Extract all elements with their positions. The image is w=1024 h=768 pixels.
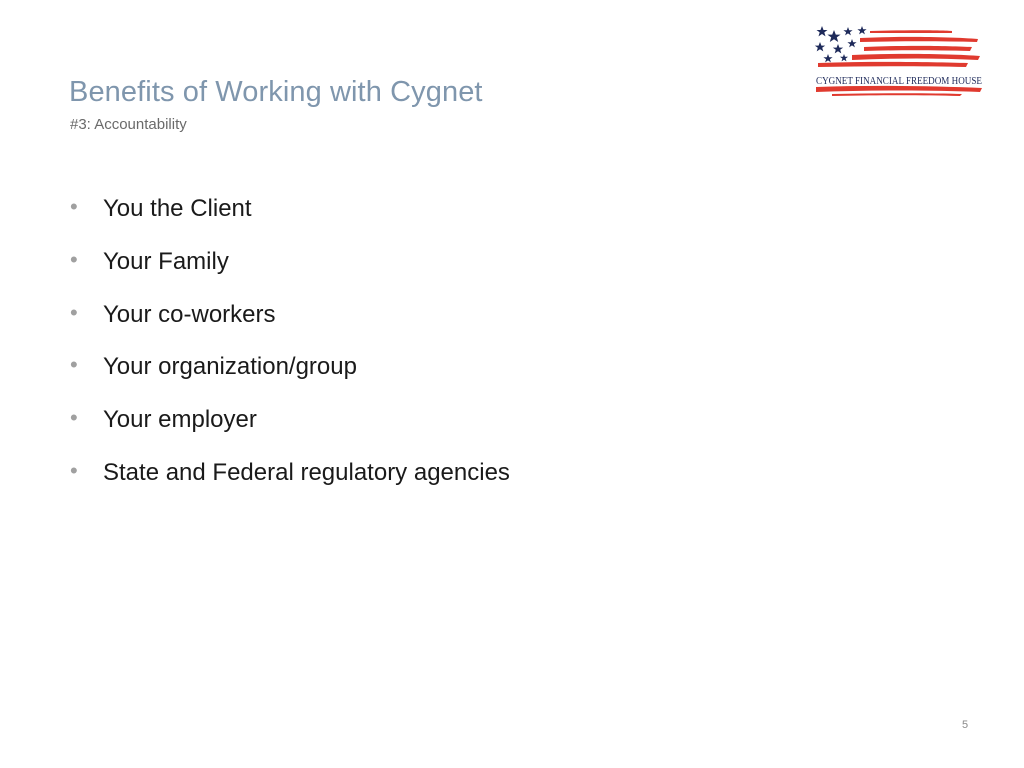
list-item bbox=[70, 401, 510, 454]
bullet-dot-icon: • bbox=[70, 194, 78, 219]
bullet-dot-icon: • bbox=[70, 352, 78, 378]
bullet-text: Your employer bbox=[103, 406, 257, 434]
bullet-dot-icon: • bbox=[70, 405, 78, 431]
list-item bbox=[70, 454, 510, 507]
bullet-text: State and Federal regulatory agencies bbox=[103, 458, 510, 486]
list-item bbox=[70, 190, 510, 243]
slide-subtitle: #3: Accountability bbox=[70, 116, 187, 133]
page-number: 5 bbox=[962, 719, 969, 731]
bullet-list bbox=[70, 190, 510, 507]
list-item bbox=[70, 243, 510, 296]
bullet-text: Your organization/group bbox=[103, 353, 357, 381]
logo-text: CYGNET FINANCIAL FREEDOM HOUSE bbox=[816, 76, 982, 87]
list-item bbox=[70, 296, 510, 349]
slide-title: Benefits of Working with Cygnet bbox=[69, 76, 483, 108]
bullet-text: Your co-workers bbox=[103, 300, 276, 328]
bullet-text: You the Client bbox=[103, 195, 252, 222]
list-item bbox=[70, 348, 510, 401]
bullet-dot-icon: • bbox=[70, 299, 78, 325]
bullet-text: Your Family bbox=[103, 247, 229, 275]
bullet-dot-icon: • bbox=[70, 457, 78, 483]
bullet-dot-icon: • bbox=[70, 246, 78, 272]
cygnet-logo bbox=[812, 22, 984, 100]
